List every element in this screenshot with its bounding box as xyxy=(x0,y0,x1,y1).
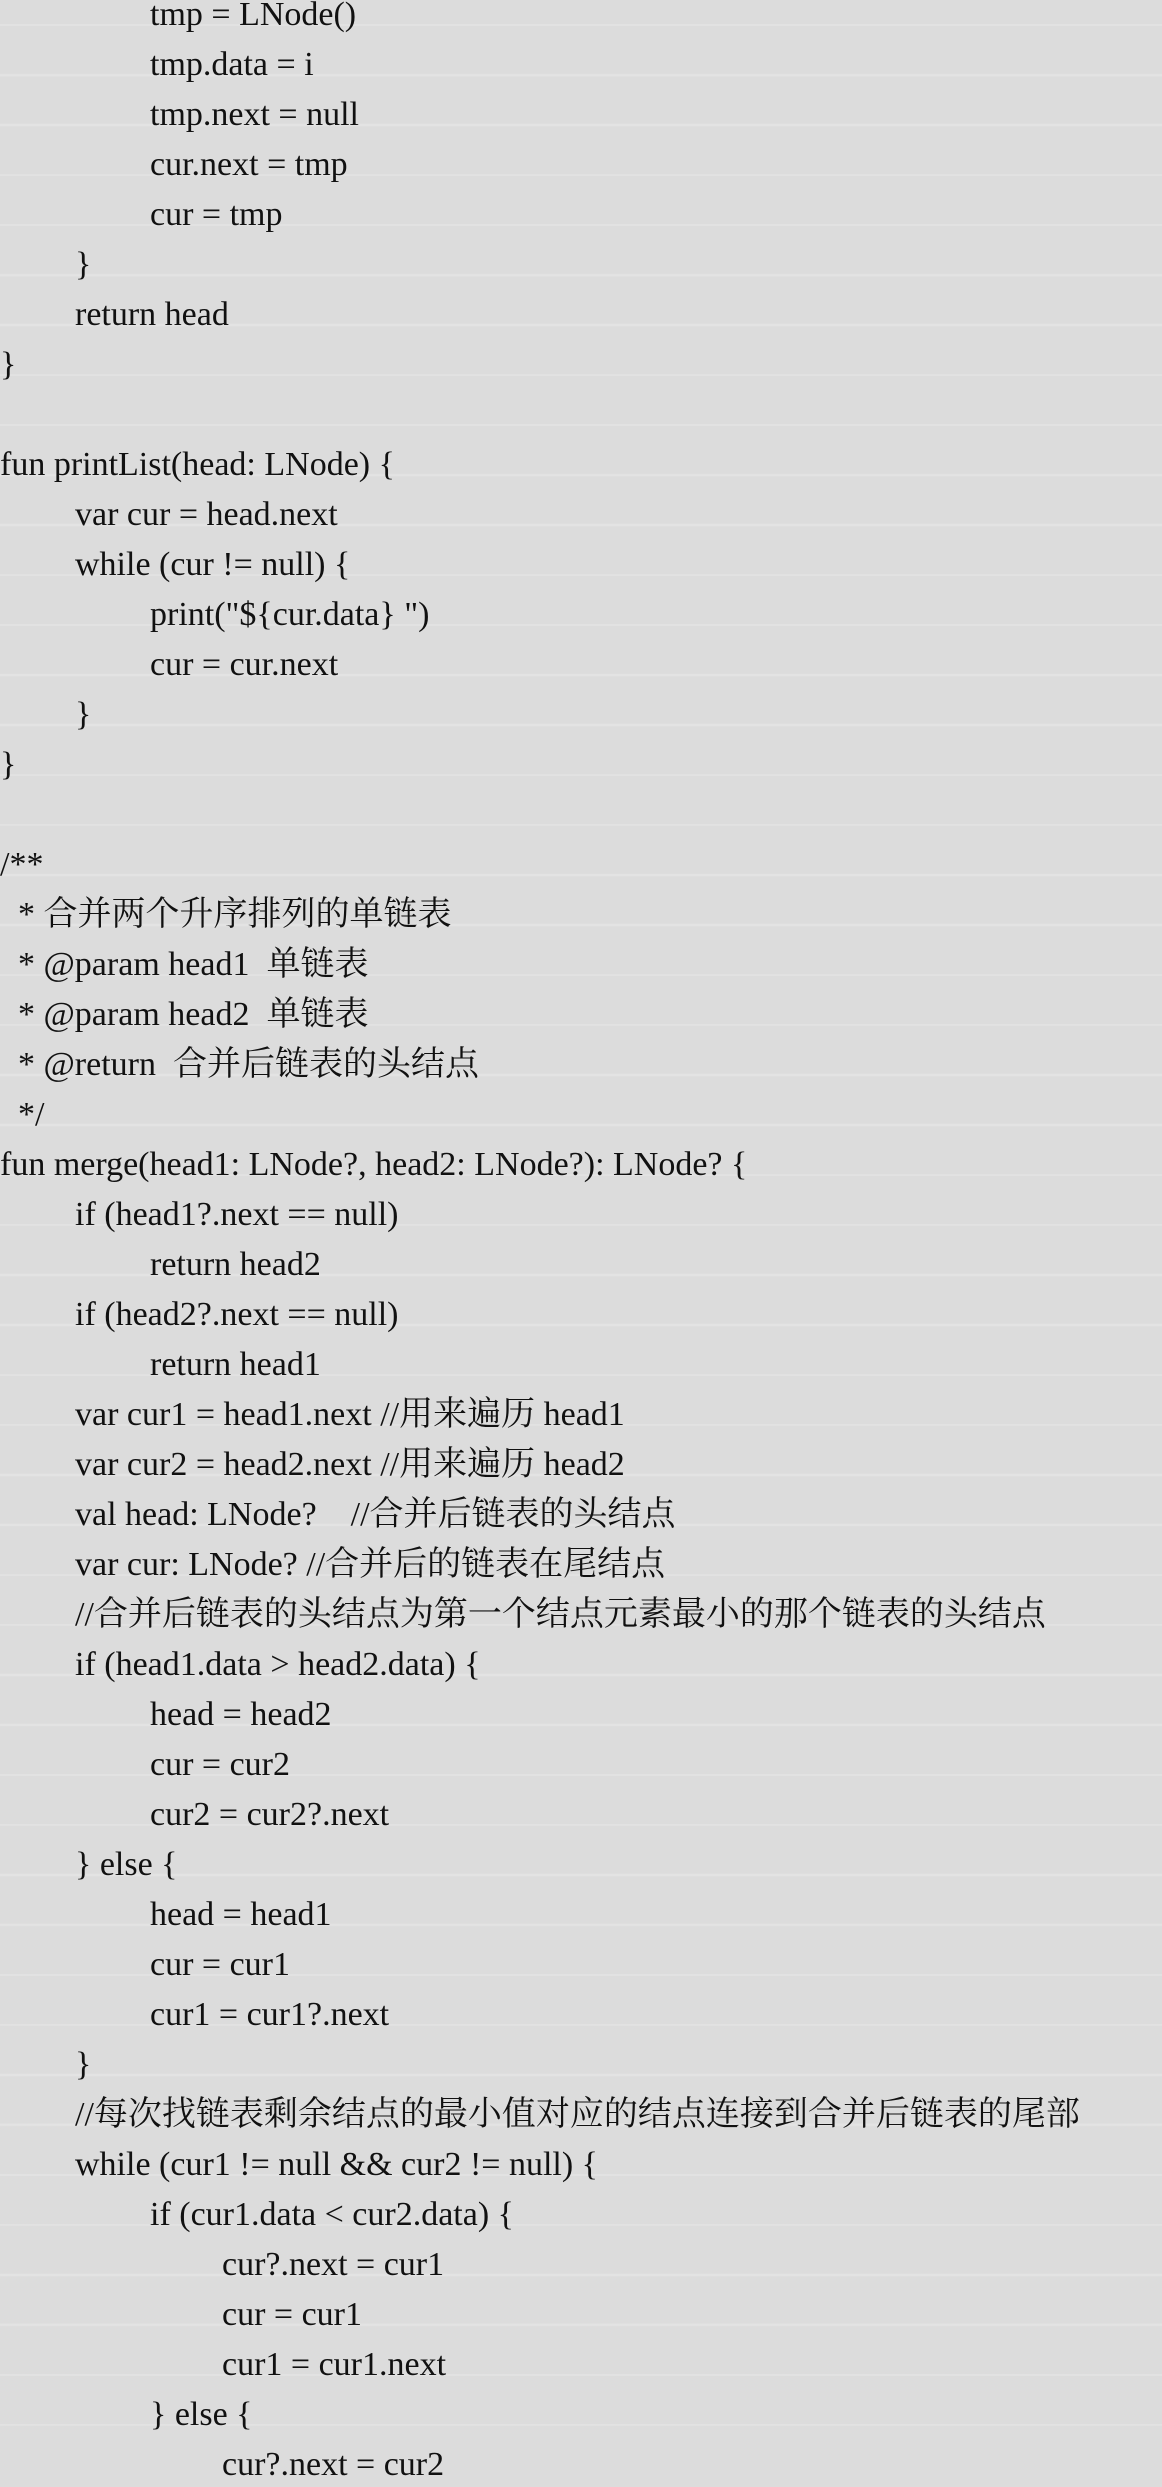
code-line: return head xyxy=(75,296,229,333)
code-line: } xyxy=(0,746,17,783)
code-line: var cur2 = head2.next //用来遍历 head2 xyxy=(75,1446,625,1483)
code-line: while (cur != null) { xyxy=(75,546,351,583)
code-line: return head2 xyxy=(150,1246,321,1283)
code-line: * @param head2 单链表 xyxy=(18,996,369,1033)
code-line: if (head1?.next == null) xyxy=(75,1196,399,1233)
code-line: cur2 = cur2?.next xyxy=(150,1796,390,1833)
code-line: if (head2?.next == null) xyxy=(75,1296,399,1333)
code-line: } xyxy=(0,346,17,383)
code-line: var cur = head.next xyxy=(75,496,338,533)
code-line: //合并后链表的头结点为第一个结点元素最小的那个链表的头结点 xyxy=(75,1596,1046,1633)
code-line: while (cur1 != null && cur2 != null) { xyxy=(75,2146,598,2183)
code-line: //每次找链表剩余结点的最小值对应的结点连接到合并后链表的尾部 xyxy=(75,2096,1080,2133)
code-line: var cur: LNode? //合并后的链表在尾结点 xyxy=(75,1546,666,1583)
code-line: if (cur1.data < cur2.data) { xyxy=(150,2196,514,2233)
code-line: } xyxy=(75,696,92,733)
code-line: */ xyxy=(18,1096,45,1133)
code-line: cur?.next = cur1 xyxy=(222,2246,445,2283)
code-line: print("${cur.data} ") xyxy=(150,596,430,633)
code-line: head = head1 xyxy=(150,1896,332,1933)
code-line: * @return 合并后链表的头结点 xyxy=(18,1046,479,1083)
code-line: } else { xyxy=(75,1846,178,1883)
code-line: var cur1 = head1.next //用来遍历 head1 xyxy=(75,1396,625,1433)
code-line: cur = cur.next xyxy=(150,646,339,683)
code-line: cur = cur1 xyxy=(150,1946,291,1983)
code-line: tmp.data = i xyxy=(150,46,314,83)
code-line: } else { xyxy=(150,2396,253,2433)
code-line: if (head1.data > head2.data) { xyxy=(75,1646,481,1683)
code-line: head = head2 xyxy=(150,1696,332,1733)
code-line: tmp = LNode() xyxy=(150,0,357,33)
code-line: return head1 xyxy=(150,1346,321,1383)
code-line: cur = tmp xyxy=(150,196,283,233)
code-line: val head: LNode? //合并后链表的头结点 xyxy=(75,1496,676,1533)
code-line: * 合并两个升序排列的单链表 xyxy=(18,896,452,933)
code-line: cur = cur1 xyxy=(222,2296,363,2333)
code-line: fun merge(head1: LNode?, head2: LNode?): LNode? { xyxy=(0,1146,748,1183)
code-line: } xyxy=(75,246,92,283)
code-line: tmp.next = null xyxy=(150,96,359,133)
code-line: cur?.next = cur2 xyxy=(222,2446,445,2483)
code-line: cur = cur2 xyxy=(150,1746,291,1783)
code-line: fun printList(head: LNode) { xyxy=(0,446,395,483)
code-line: cur1 = cur1?.next xyxy=(150,1996,390,2033)
code-line: /** xyxy=(0,846,44,883)
code-line: * @param head1 单链表 xyxy=(18,946,369,983)
code-line: cur1 = cur1.next xyxy=(222,2346,447,2383)
code-line: cur.next = tmp xyxy=(150,146,348,183)
code-line: } xyxy=(75,2046,92,2083)
